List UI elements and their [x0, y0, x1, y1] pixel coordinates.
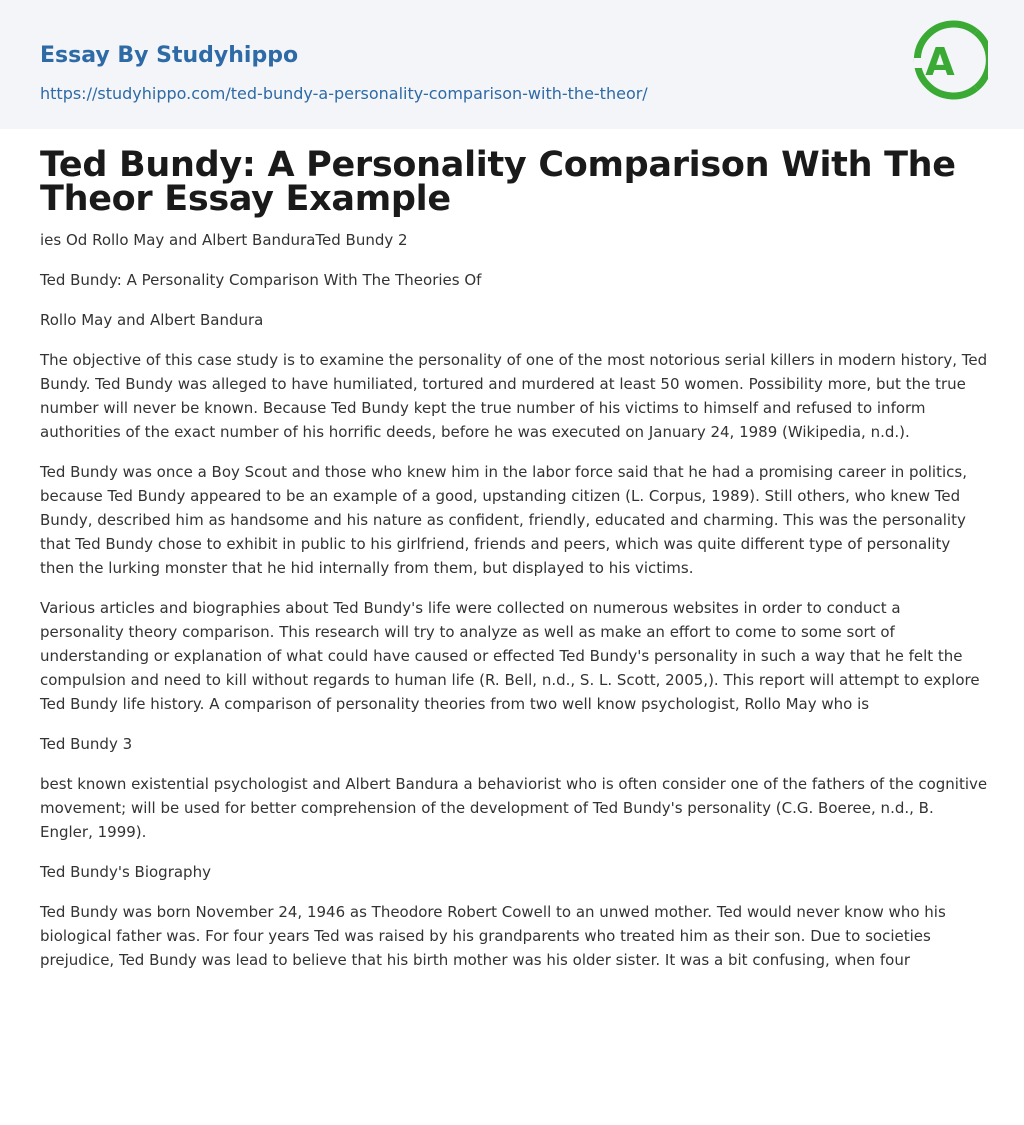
paragraph: Rollo May and Albert Bandura [40, 311, 264, 329]
site-header [0, 0, 1024, 129]
article-title: Ted Bundy: A Personality Comparison With The Theor Essay Example [40, 145, 956, 219]
paragraph: Ted Bundy was born November 24, 1946 as Theodore Robert Cowell to an unwed mother. Ted would never know who his biological father was. For four years Ted was raised by his grandparents who treated him as their son. Due to societies prejudice, Ted Bundy was lead to believe that his birth mother was his older sister. It was a bit confusing, when four [40, 903, 946, 969]
paragraph: Ted Bundy was once a Boy Scout and those who knew him in the labor force said that he had a promising career in politics, because Ted Bundy appeared to be an example of a good, upstanding citizen (L. Corpus, 1989). Still others, who knew Ted Bundy, described him as handsome and his nature as confident, friendly, educated and charming. This was the personality that Ted Bundy chose to exhibit in public to his girlfriend, friends and peers, which was quite different type of personality then the lurking monster that he hid internally from them, but displayed to his victims. [40, 463, 967, 577]
section-heading: Ted Bundy's Biography [40, 863, 211, 881]
page-url-link[interactable]: https://studyhippo.com/ted-bundy-a-personality-comparison-with-the-theor/ [40, 84, 648, 103]
paragraph: The objective of this case study is to examine the personality of one of the most notorious serial killers in modern history, Ted Bundy. Ted Bundy was alleged to have humiliated, tortured and murdered at least 50 women. Possibility more, but the true number will never be known. Because Ted Bundy kept the true number of his victims to himself and refused to inform authorities of the exact number of his horrific deeds, before he was executed on January 24, 1989 (Wikipedia, n.d.). [40, 351, 988, 441]
article [40, 145, 988, 988]
paragraph: ies Od Rollo May and Albert BanduraTed Bundy 2 [40, 231, 408, 249]
logo-letter: A [925, 40, 955, 84]
studyhippo-logo-icon[interactable] [910, 18, 988, 106]
paragraph: Various articles and biographies about Ted Bundy's life were collected on numerous websites in order to conduct a personality theory comparison. This research will try to analyze as well as make an effort to come to some sort of understanding or explanation of what could have caused or effected Ted Bundy's personality in such a way that he felt the compulsion and need to kill without regards to human life (R. Bell, n.d., S. L. Scott, 2005,). This report will attempt to explore Ted Bundy life history. A comparison of personality theories from two well know psychologist, Rollo May who is [40, 599, 980, 713]
paragraph: best known existential psychologist and Albert Bandura a behaviorist who is often consider one of the fathers of the cognitive movement; will be used for better comprehension of the development of Ted Bundy's personality (C.G. Boeree, n.d., B. Engler, 1999). [40, 775, 988, 841]
paragraph: Ted Bundy: A Personality Comparison With The Theories Of [40, 271, 482, 289]
brand-name[interactable]: Essay By Studyhippo [40, 43, 299, 68]
paragraph: Ted Bundy 3 [40, 735, 133, 753]
